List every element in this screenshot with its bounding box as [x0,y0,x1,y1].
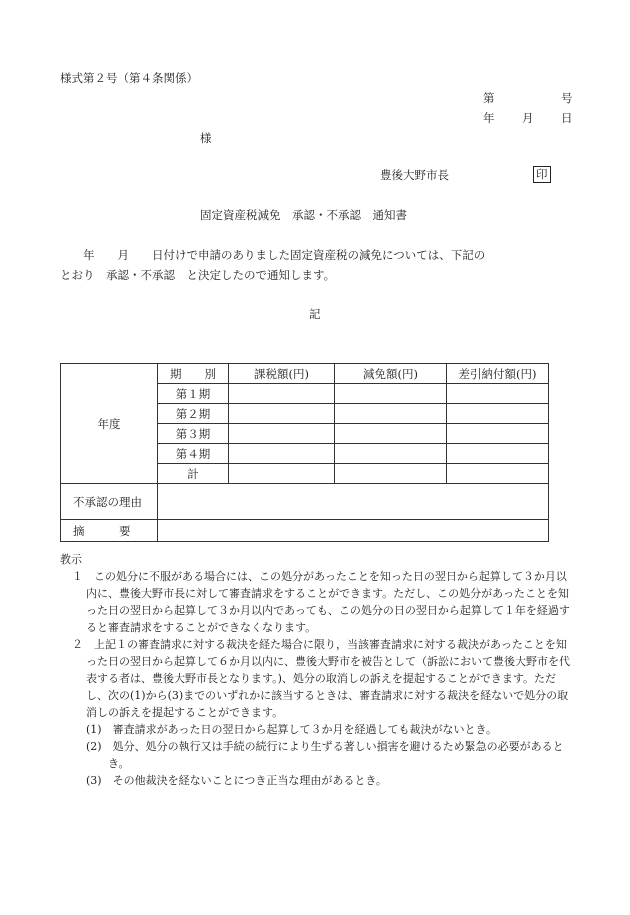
col-header: 差引納付額(円) [447,364,549,384]
col-header: 期 別 [158,364,229,384]
seal-mark: 印 [533,166,551,183]
number-label-go: 号 [561,91,573,105]
fiscal-year-cell: 年度 [61,364,158,484]
reason-field [158,484,549,520]
period-label: 第１期 [158,384,229,404]
date-month: 月 [522,111,534,125]
reduction-amount-cell [335,444,447,464]
net-amount-cell [447,384,549,404]
instruction-item-1: １ この処分に不服がある場合には、この処分があったことを知った日の翌日から起算して３か月以内に、豊後大野市長に対して審査請求をすることができます。ただし、この処分があったことを知った日の翌日から起算して３か月以内であっても、この処分の日の翌日から起算して１年を経過すると審査請求をすることができなくなります。 [72,570,570,634]
net-amount-cell [447,404,549,424]
ki-heading: 記 [309,307,321,321]
tax-amount-cell [229,384,335,404]
instruction-item-2: ２ 上記１の審査請求に対する裁決を経た場合に限り，当該審査請求に対する裁決があったことを知った日の翌日から起算して６か月以内に、豊後大野市を被告として（訴訟において豊後大野市を代表する者は、豊後大野市長となります。)、処分の取消しの訴えを提起することができます。ただし、次の(1)から(3)までのいずれかに該当するときは、審査請求に対する裁決を経ないで処分の取消しの訴えを提起することができます。 [72,638,570,719]
period-label: 第３期 [158,424,229,444]
reason-row [61,484,549,520]
net-amount-cell [447,464,549,484]
reduction-table [60,363,549,542]
period-label: 第４期 [158,444,229,464]
reduction-amount-cell [335,464,447,484]
form-number: 様式第２号（第４条関係） [60,71,198,85]
instruction-section [60,551,575,789]
reduction-amount-cell [335,424,447,444]
remarks-field [158,520,549,542]
tax-amount-cell [229,404,335,424]
table-header-row [61,364,549,384]
net-amount-cell [447,424,549,444]
body-line-2: とおり 承認・不承認 と決定したので通知します。 [60,268,336,282]
col-header: 減免額(円) [335,364,447,384]
date-year: 年 [483,111,495,125]
tax-amount-cell [229,424,335,444]
remarks-row [61,520,549,542]
addressee: 様 [200,131,212,145]
instruction-sub-3: (3) その他裁決を経ないことにつき正当な理由があるとき。 [86,774,387,787]
reduction-amount-cell [335,404,447,424]
reduction-amount-cell [335,384,447,404]
document-title: 固定資産税減免 承認・不承認 通知書 [200,208,407,222]
remarks-label: 摘 要 [61,520,158,542]
net-amount-cell [447,444,549,464]
reason-label: 不承認の理由 [61,484,158,520]
body-line-1: 年 月 日付けで申請のありました固定資産税の減免については、下記の [60,248,486,262]
tax-amount-cell [229,444,335,464]
sender: 豊後大野市長 [380,168,449,182]
period-label: 第２期 [158,404,229,424]
tax-amount-cell [229,464,335,484]
instruction-sub-1: (1) 審査請求があった日の翌日から起算して３か月を経過しても裁決がないとき。 [86,723,498,736]
instruction-sub-2: (2) 処分、処分の執行又は手続の続行により生ずる著しい損害を避けるため緊急の必要があるとき。 [86,740,564,770]
period-label: 計 [158,464,229,484]
number-label-dai: 第 [483,91,495,105]
instruction-heading: 教示 [60,553,82,566]
col-header: 課税額(円) [229,364,335,384]
date-day: 日 [561,111,573,125]
